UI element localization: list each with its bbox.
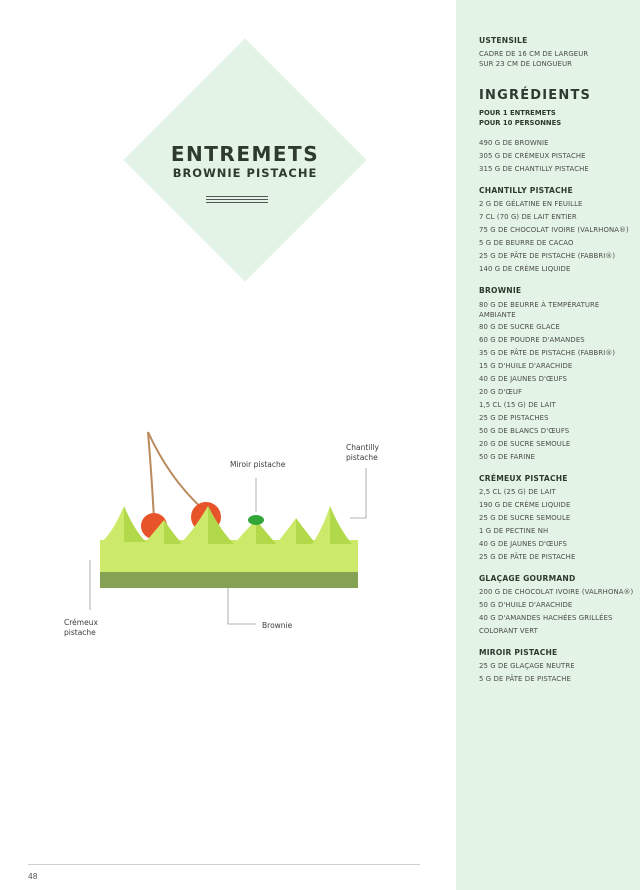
leader-line: [228, 588, 256, 624]
ingredient-line: 7 CL (70 G) DE LAIT ENTIER: [479, 213, 577, 221]
leader-line: [350, 468, 366, 518]
section-heading: CHANTILLY PISTACHE: [479, 186, 573, 195]
ingredients-panel: [456, 0, 640, 890]
cherry-stem: [148, 432, 204, 510]
chantilly-cone: [330, 506, 352, 544]
section-heading: MIROIR PISTACHE: [479, 648, 558, 657]
ingredient-line: 80 G DE SUCRE GLACE: [479, 323, 560, 331]
ingredient-line: 50 G DE FARINE: [479, 453, 536, 461]
recipe-subtitle: BROWNIE PISTACHE: [172, 166, 318, 180]
ingredient-line: 50 G DE BLANCS D'ŒUFS: [479, 427, 570, 435]
section-heading: CRÉMEUX PISTACHE: [479, 474, 568, 483]
ingredient-line: 25 G DE PISTACHES: [479, 414, 549, 422]
recipe-title: ENTREMETS: [170, 142, 320, 166]
ingredient-line: 50 G D'HUILE D'ARACHIDE: [479, 601, 573, 609]
ingredient-line: 75 G DE CHOCOLAT IVOIRE (VALRHONA®): [479, 226, 629, 234]
ingredient-line: 35 G DE PÂTE DE PISTACHE (FABBRI®): [479, 349, 616, 357]
ingredient-line: 20 G DE SUCRE SEMOULE: [479, 440, 571, 448]
ingredient-line: 25 G DE GLAÇAGE NEUTRE: [479, 662, 575, 670]
ustensile-heading: USTENSILE: [479, 36, 528, 45]
ingredient-line: 190 G DE CRÈME LIQUIDE: [479, 501, 571, 509]
label-brownie: Brownie: [262, 621, 293, 630]
footer-rule: [28, 864, 420, 865]
label-cremeux: Crémeux pistache: [64, 618, 98, 637]
cherry-stem: [148, 432, 154, 520]
page-number: 48: [28, 872, 38, 881]
section-heading: BROWNIE: [479, 286, 522, 295]
ingredient-line: 40 G D'AMANDES HACHÉES GRILLÉES: [479, 614, 613, 622]
brownie-texture: [100, 572, 358, 588]
title-rule: [206, 202, 268, 203]
ingredient-line: 40 G DE JAUNES D'ŒUFS: [479, 375, 568, 383]
ingredient-line: 40 G DE JAUNES D'ŒUFS: [479, 540, 568, 548]
ingredient-line: 140 G DE CRÈME LIQUIDE: [479, 265, 571, 273]
ingredient-line: 5 G DE BEURRE DE CACAO: [479, 239, 574, 247]
ingredient-line: 25 G DE SUCRE SEMOULE: [479, 514, 571, 522]
label-miroir: Miroir pistache: [230, 460, 286, 469]
ingredient-line: 20 G D'ŒUF: [479, 388, 523, 396]
ingredient-line: 5 G DE PÂTE DE PISTACHE: [479, 675, 571, 683]
ingredient-line: 2 G DE GÉLATINE EN FEUILLE: [479, 200, 583, 208]
ingredient-line: 25 G DE PÂTE DE PISTACHE (FABBRI®): [479, 252, 616, 260]
ingredient-line: 25 G DE PÂTE DE PISTACHE: [479, 553, 576, 561]
ingredient-line: COLORANT VERT: [479, 627, 538, 635]
cremeux-layer: [100, 540, 358, 572]
label-chantilly: Chantilly pistache: [346, 443, 379, 462]
portion-line: POUR 1 ENTREMETS: [479, 109, 556, 117]
ingredient-line: 60 G DE POUDRE D'AMANDES: [479, 336, 585, 344]
ingredient-line: 1,5 CL (15 G) DE LAIT: [479, 401, 556, 409]
title-rule: [206, 199, 268, 200]
ustensile-line: SUR 23 CM DE LONGUEUR: [479, 60, 572, 68]
section-heading: GLAÇAGE GOURMAND: [479, 574, 576, 583]
ingredient-line: 15 G D'HUILE D'ARACHIDE: [479, 362, 573, 370]
title-rule: [206, 196, 268, 197]
ingredient-line: 1 G DE PECTINE NH: [479, 527, 549, 535]
ingredient-line: 80 G DE BEURRE À TEMPÉRATURE AMBIANTE: [479, 301, 600, 319]
overview-line: 305 G DE CRÉMEUX PISTACHE: [479, 152, 586, 160]
overview-line: 315 G DE CHANTILLY PISTACHE: [479, 165, 589, 173]
ustensile-line: CADRE DE 16 CM DE LARGEUR: [479, 50, 589, 58]
portion-line: POUR 10 PERSONNES: [479, 119, 562, 127]
miroir-pistache-dot: [248, 515, 264, 525]
overview-line: 490 G DE BROWNIE: [479, 139, 549, 147]
ingredient-line: 2,5 CL (25 G) DE LAIT: [479, 488, 556, 496]
ingredient-line: 200 G DE CHOCOLAT IVOIRE (VALRHONA®): [479, 588, 634, 596]
ingredients-title: INGRÉDIENTS: [479, 88, 592, 103]
